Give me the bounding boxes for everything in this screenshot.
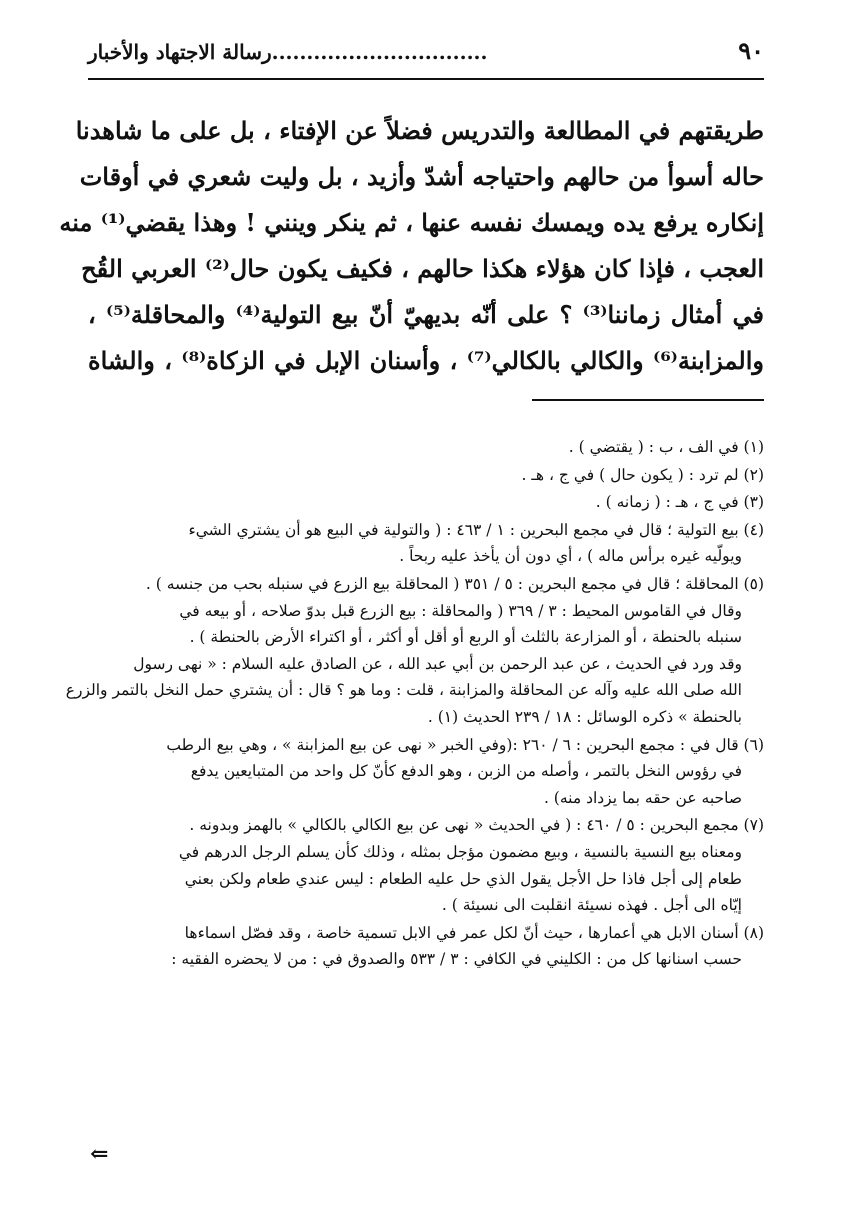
main-text-line: طريقتهم في المطالعة والتدريس فضلاً عن الإفتاء ، بل على ما شاهدنا (75, 116, 764, 145)
footnote-2 (74, 462, 764, 489)
footnote-line: (٧) مجمع البحرين : ٥ / ٤٦٠ : ( في الحديث « نهى عن بيع الكالي بالكالي » بالهمز وبدونه . (189, 816, 764, 835)
footnotes (65, 434, 764, 974)
footnote-line: ومعناه بيع النسية بالنسية ، وبيع مضمون مؤجل بمثله ، وذلك كأن يسلم الرجل الدرهم في (178, 842, 742, 861)
page-header (88, 34, 764, 74)
main-text-line: إنكاره يرفع يده ويمسك نفسه عنها ، ثم ينكر وينني ! وهذا يقضي⁽¹⁾ منه (59, 208, 764, 237)
footnote-line: (٨) أسنان الابل هي أعمارها ، حيث أنّ لكل عمر في الابل تسمية خاصة ، وقد فصّل اسماءها (184, 923, 764, 942)
main-text-line: والمزابنة⁽⁶⁾ والكالي بالكالي⁽⁷⁾ ، وأسنان الإبل في الزكاة⁽⁸⁾ ، والشاة (88, 346, 764, 375)
footnote-line: الله صلى الله عليه وآله عن المحاقلة والمزابنة ، قلت : وما هو ؟ قال : أن يشتري حمل النخل بالتمر والزرع (65, 681, 742, 700)
footnote-separator (532, 399, 764, 401)
footnote-line: وقال في القاموس المحيط : ٣ / ٣٦٩ ( والمحاقلة : بيع الزرع قبل بدوّ صلاحه ، أو بيعه في (179, 601, 742, 620)
footnote-line: (٢) لم ترد : ( يكون حال ) في ج ، هـ . (521, 465, 764, 484)
main-text (59, 108, 765, 384)
main-text-line: حاله أسوأ من حالهم واحتياجه أشدّ وأزيد ، بل وليت شعري في أوقات (79, 162, 764, 191)
footnote-1 (74, 434, 764, 461)
footnote-6 (74, 732, 764, 812)
footnote-8 (74, 920, 764, 973)
footnote-line: (١) في الف ، ب : ( يقتضي ) . (568, 438, 764, 456)
footnote-line: إيّاه الى أجل . فهذه نسيئة انقلبت الى نسيئة ) . (441, 896, 742, 915)
footnote-line: بالحنطة » ذكره الوسائل : ١٨ / ٢٣٩ الحديث (١) . (427, 707, 742, 726)
page-number: ٩٠ (738, 36, 764, 65)
main-text-line: في أمثال زماننا⁽³⁾ ؟ على أنّه بديهيّ أنّ بيع التولية⁽⁴⁾ والمحاقلة⁽⁵⁾ ، (88, 300, 765, 329)
continuation-arrow-icon: ⇐ (90, 1141, 109, 1167)
footnote-4 (74, 517, 764, 570)
footnote-line: (٥) المحاقلة ؛ قال في مجمع البحرين : ٥ / ٣٥١ ( المحاقلة بيع الزرع في سنبله بحب من جنسه ) . (145, 574, 764, 593)
footnote-line: (٣) في ج ، هـ : ( زمانه ) . (595, 493, 764, 512)
footnote-line: (٦) قال في : مجمع البحرين : ٦ / ٢٦٠ :(وفي الخبر « نهى عن بيع المزابنة » ، وهي بيع الرطب (166, 735, 764, 754)
footnote-line: ويولّيه غيره برأس ماله ) ، أي دون أن يأخذ عليه ربحاً . (399, 547, 742, 566)
footnote-3 (74, 489, 764, 516)
header-rule (88, 78, 764, 80)
footnote-line: حسب اسنانها كل من : الكليني في الكافي : ٣ / ٥٣٣ والصدوق في : من لا يحضره الفقيه : (171, 950, 742, 969)
main-text-line: العجب ، فإذا كان هؤلاء هكذا حالهم ، فكيف يكون حال⁽²⁾ العربي القُح (81, 254, 764, 283)
footnote-5 (65, 571, 764, 731)
footnote-line: طعام إلى أجل فاذا حل الأجل يقول الذي حل عليه الطعام : ليس عندي طعام ولكن بعني (184, 869, 742, 888)
footnote-line: في رؤوس النخل بالتمر ، وأصله من الزبن ، وهو الدفع كأنّ كل واحد من المتبايعين يدفع (190, 762, 742, 781)
footnote-line: (٤) بيع التولية ؛ قال في مجمع البحرين : ١ / ٤٦٣ : ( والتولية في البيع هو أن يشتري الشيء (188, 520, 764, 539)
running-title: ...............................رسالة الاجتهاد والأخبار (88, 40, 488, 64)
footnote-line: سنبله بالحنطة ، أو المزارعة بالثلث أو الربع أو أقل أو أكثر ، أو اكتراء الأرض بالحنطة ) . (189, 628, 742, 647)
footnote-line: وقد ورد في الحديث ، عن عبد الرحمن بن أبي عبد الله ، عن الصادق عليه السلام : « نهى رسول (133, 654, 742, 673)
footnote-7 (74, 812, 764, 918)
footnote-line: صاحبه عن حقه بما يزداد منه) . (543, 788, 742, 807)
